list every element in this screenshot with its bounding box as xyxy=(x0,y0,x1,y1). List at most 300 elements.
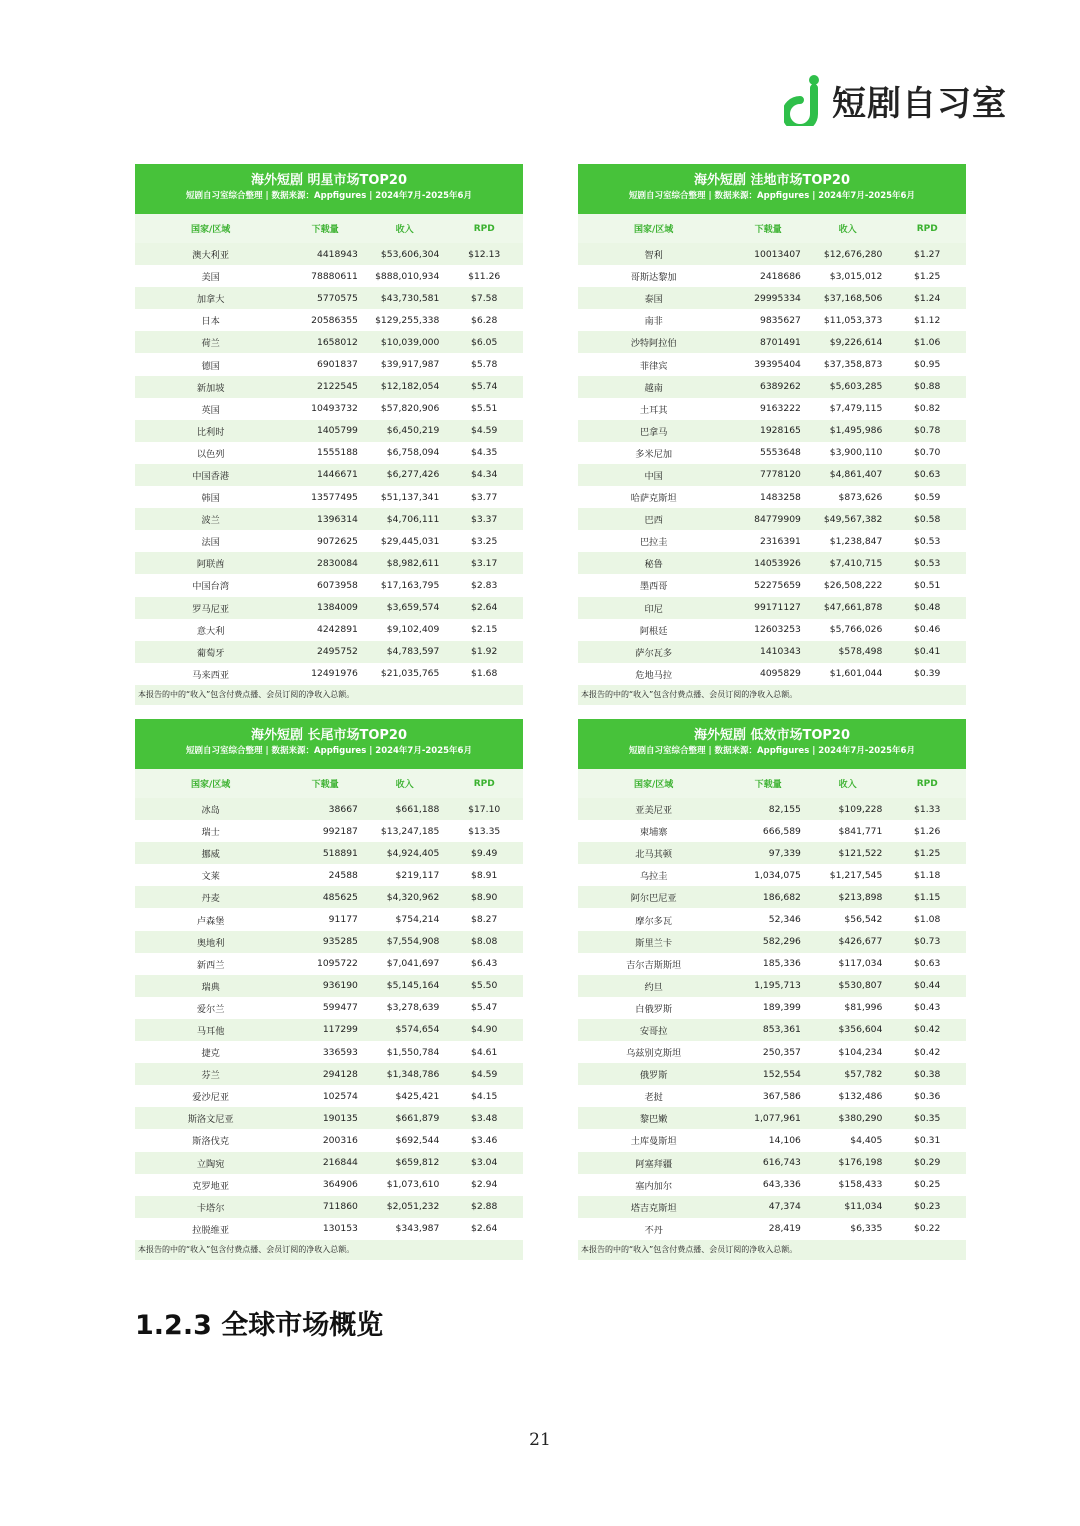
downloads-cell: 6073958 xyxy=(286,574,364,596)
table-header-row xyxy=(578,214,966,243)
downloads-cell: 52275659 xyxy=(729,574,807,596)
column-header: 收入 xyxy=(364,769,445,798)
downloads-cell: 12491976 xyxy=(286,663,364,685)
country-cell: 阿根廷 xyxy=(578,619,729,641)
table-row xyxy=(135,1218,523,1240)
table-header-row xyxy=(578,769,966,798)
revenue-cell: $57,782 xyxy=(807,1063,888,1085)
country-cell: 南非 xyxy=(578,309,729,331)
revenue-cell: $17,163,795 xyxy=(364,574,445,596)
rpd-cell: $0.35 xyxy=(888,1107,966,1129)
revenue-cell: $9,102,409 xyxy=(364,619,445,641)
table-row xyxy=(578,1152,966,1174)
country-cell: 阿塞拜疆 xyxy=(578,1152,729,1174)
revenue-cell: $21,035,765 xyxy=(364,663,445,685)
country-cell: 安哥拉 xyxy=(578,1019,729,1041)
revenue-cell: $158,433 xyxy=(807,1174,888,1196)
rpd-cell: $3.17 xyxy=(445,552,523,574)
country-cell: 意大利 xyxy=(135,619,286,641)
table-row xyxy=(578,331,966,353)
rpd-cell: $0.36 xyxy=(888,1085,966,1107)
table-row xyxy=(578,619,966,641)
country-cell: 法国 xyxy=(135,530,286,552)
country-cell: 新西兰 xyxy=(135,953,286,975)
revenue-cell: $661,879 xyxy=(364,1107,445,1129)
revenue-cell: $1,495,986 xyxy=(807,420,888,442)
downloads-cell: 936190 xyxy=(286,975,364,997)
table-row xyxy=(135,619,523,641)
country-cell: 柬埔寨 xyxy=(578,820,729,842)
downloads-cell: 2495752 xyxy=(286,641,364,663)
table-row xyxy=(135,798,523,820)
downloads-cell: 189,399 xyxy=(729,997,807,1019)
table-row xyxy=(578,663,966,685)
downloads-cell: 84779909 xyxy=(729,508,807,530)
table-footnote: 本报告的中的“收入”包含付费点播、会员订阅的净收入总额。 xyxy=(578,685,966,705)
rpd-cell: $3.77 xyxy=(445,486,523,508)
country-cell: 立陶宛 xyxy=(135,1152,286,1174)
country-cell: 克罗地亚 xyxy=(135,1174,286,1196)
rpd-cell: $0.58 xyxy=(888,508,966,530)
table-row xyxy=(135,864,523,886)
rpd-cell: $1.25 xyxy=(888,842,966,864)
table-row xyxy=(578,908,966,930)
table-row xyxy=(578,975,966,997)
downloads-cell: 1,077,961 xyxy=(729,1107,807,1129)
table-row xyxy=(578,530,966,552)
revenue-cell: $7,041,697 xyxy=(364,953,445,975)
downloads-cell: 200316 xyxy=(286,1129,364,1151)
table-row xyxy=(578,798,966,820)
rpd-cell: $0.70 xyxy=(888,442,966,464)
downloads-cell: 853,361 xyxy=(729,1019,807,1041)
table-row xyxy=(578,864,966,886)
downloads-cell: 185,336 xyxy=(729,953,807,975)
downloads-cell: 29995334 xyxy=(729,287,807,309)
country-cell: 斯里兰卡 xyxy=(578,931,729,953)
downloads-cell: 643,336 xyxy=(729,1174,807,1196)
rpd-cell: $0.63 xyxy=(888,953,966,975)
brand-logo xyxy=(784,74,1007,126)
country-cell: 巴拿马 xyxy=(578,420,729,442)
country-cell: 葡萄牙 xyxy=(135,641,286,663)
rpd-cell: $6.28 xyxy=(445,309,523,331)
rpd-cell: $0.78 xyxy=(888,420,966,442)
table-row xyxy=(578,1129,966,1151)
revenue-cell: $8,982,611 xyxy=(364,552,445,574)
table-row xyxy=(578,1041,966,1063)
downloads-cell: 130153 xyxy=(286,1218,364,1240)
rpd-cell: $4.34 xyxy=(445,464,523,486)
country-cell: 亚美尼亚 xyxy=(578,798,729,820)
rpd-cell: $7.58 xyxy=(445,287,523,309)
country-cell: 马来西亚 xyxy=(135,663,286,685)
country-cell: 卢森堡 xyxy=(135,908,286,930)
panel-title: 海外短剧 低效市场TOP20 xyxy=(693,728,851,743)
rpd-cell: $6.43 xyxy=(445,953,523,975)
revenue-cell: $3,015,012 xyxy=(807,265,888,287)
revenue-cell: $29,445,031 xyxy=(364,530,445,552)
country-cell: 德国 xyxy=(135,353,286,375)
revenue-cell: $53,606,304 xyxy=(364,243,445,265)
revenue-cell: $176,198 xyxy=(807,1152,888,1174)
downloads-cell: 1658012 xyxy=(286,331,364,353)
downloads-cell: 38667 xyxy=(286,798,364,820)
downloads-cell: 102574 xyxy=(286,1085,364,1107)
revenue-cell: $888,010,934 xyxy=(364,265,445,287)
rpd-cell: $3.37 xyxy=(445,508,523,530)
country-cell: 土耳其 xyxy=(578,398,729,420)
panel-header xyxy=(578,164,966,214)
rpd-cell: $1.27 xyxy=(888,243,966,265)
rpd-cell: $0.46 xyxy=(888,619,966,641)
country-cell: 中国 xyxy=(578,464,729,486)
rpd-cell: $1.15 xyxy=(888,886,966,908)
table-row xyxy=(578,597,966,619)
revenue-cell: $4,783,597 xyxy=(364,641,445,663)
downloads-cell: 5553648 xyxy=(729,442,807,464)
rpd-cell: $3.04 xyxy=(445,1152,523,1174)
downloads-cell: 78880611 xyxy=(286,265,364,287)
downloads-cell: 1410343 xyxy=(729,641,807,663)
rpd-cell: $4.59 xyxy=(445,420,523,442)
rpd-cell: $8.27 xyxy=(445,908,523,930)
downloads-cell: 616,743 xyxy=(729,1152,807,1174)
country-cell: 土库曼斯坦 xyxy=(578,1129,729,1151)
column-header: 收入 xyxy=(807,214,888,243)
downloads-cell: 14053926 xyxy=(729,552,807,574)
table-footnote: 本报告的中的“收入”包含付费点播、会员订阅的净收入总额。 xyxy=(135,685,523,705)
table-row xyxy=(578,641,966,663)
rpd-cell: $0.41 xyxy=(888,641,966,663)
rpd-cell: $0.38 xyxy=(888,1063,966,1085)
rpd-cell: $1.92 xyxy=(445,641,523,663)
rpd-cell: $2.94 xyxy=(445,1174,523,1196)
table-row xyxy=(578,1174,966,1196)
downloads-cell: 4095829 xyxy=(729,663,807,685)
table-row xyxy=(135,398,523,420)
downloads-cell: 4242891 xyxy=(286,619,364,641)
rpd-cell: $1.12 xyxy=(888,309,966,331)
revenue-cell: $213,898 xyxy=(807,886,888,908)
column-header: 下载量 xyxy=(729,769,807,798)
revenue-cell: $1,238,847 xyxy=(807,530,888,552)
country-cell: 危地马拉 xyxy=(578,663,729,685)
country-cell: 黎巴嫩 xyxy=(578,1107,729,1129)
revenue-cell: $1,217,545 xyxy=(807,864,888,886)
table-row xyxy=(135,376,523,398)
revenue-cell: $6,758,094 xyxy=(364,442,445,464)
revenue-cell: $659,812 xyxy=(364,1152,445,1174)
rpd-cell: $0.25 xyxy=(888,1174,966,1196)
revenue-cell: $12,182,054 xyxy=(364,376,445,398)
revenue-cell: $56,542 xyxy=(807,908,888,930)
revenue-cell: $37,168,506 xyxy=(807,287,888,309)
revenue-cell: $1,550,784 xyxy=(364,1041,445,1063)
country-cell: 沙特阿拉伯 xyxy=(578,331,729,353)
revenue-cell: $11,034 xyxy=(807,1196,888,1218)
revenue-cell: $129,255,338 xyxy=(364,309,445,331)
revenue-cell: $873,626 xyxy=(807,486,888,508)
revenue-cell: $6,277,426 xyxy=(364,464,445,486)
table-row xyxy=(578,508,966,530)
rpd-cell: $1.68 xyxy=(445,663,523,685)
section-heading: 1.2.3 全球市场概览 xyxy=(135,1310,384,1341)
rpd-cell: $0.22 xyxy=(888,1218,966,1240)
column-header: 收入 xyxy=(364,214,445,243)
country-cell: 捷克 xyxy=(135,1041,286,1063)
downloads-cell: 10493732 xyxy=(286,398,364,420)
downloads-cell: 6901837 xyxy=(286,353,364,375)
downloads-cell: 28,419 xyxy=(729,1218,807,1240)
revenue-cell: $10,039,000 xyxy=(364,331,445,353)
table-row xyxy=(578,1085,966,1107)
downloads-cell: 99171127 xyxy=(729,597,807,619)
downloads-cell: 1,034,075 xyxy=(729,864,807,886)
table-panel-longtail-markets xyxy=(135,719,523,1260)
revenue-cell: $49,567,382 xyxy=(807,508,888,530)
country-cell: 塞内加尔 xyxy=(578,1174,729,1196)
rpd-cell: $5.78 xyxy=(445,353,523,375)
column-header: RPD xyxy=(445,214,523,243)
revenue-cell: $4,924,405 xyxy=(364,842,445,864)
downloads-cell: 992187 xyxy=(286,820,364,842)
country-cell: 智利 xyxy=(578,243,729,265)
rpd-cell: $1.33 xyxy=(888,798,966,820)
rpd-cell: $6.05 xyxy=(445,331,523,353)
downloads-cell: 10013407 xyxy=(729,243,807,265)
revenue-cell: $7,410,715 xyxy=(807,552,888,574)
revenue-cell: $380,290 xyxy=(807,1107,888,1129)
rpd-cell: $1.18 xyxy=(888,864,966,886)
revenue-cell: $1,601,044 xyxy=(807,663,888,685)
country-cell: 哈萨克斯坦 xyxy=(578,486,729,508)
revenue-cell: $37,358,873 xyxy=(807,353,888,375)
downloads-cell: 364906 xyxy=(286,1174,364,1196)
country-cell: 芬兰 xyxy=(135,1063,286,1085)
rpd-cell: $0.42 xyxy=(888,1019,966,1041)
table-row xyxy=(135,1019,523,1041)
revenue-cell: $51,137,341 xyxy=(364,486,445,508)
rpd-cell: $0.51 xyxy=(888,574,966,596)
rpd-cell: $4.35 xyxy=(445,442,523,464)
downloads-cell: 336593 xyxy=(286,1041,364,1063)
table-row xyxy=(578,1019,966,1041)
column-header: 收入 xyxy=(807,769,888,798)
rpd-cell: $1.25 xyxy=(888,265,966,287)
table-row xyxy=(135,508,523,530)
revenue-cell: $356,604 xyxy=(807,1019,888,1041)
column-header: RPD xyxy=(888,214,966,243)
rpd-cell: $0.48 xyxy=(888,597,966,619)
rpd-cell: $0.88 xyxy=(888,376,966,398)
table-row xyxy=(135,530,523,552)
country-cell: 老挝 xyxy=(578,1085,729,1107)
rpd-cell: $0.53 xyxy=(888,552,966,574)
revenue-cell: $6,450,219 xyxy=(364,420,445,442)
rpd-cell: $0.29 xyxy=(888,1152,966,1174)
rpd-cell: $11.26 xyxy=(445,265,523,287)
revenue-cell: $2,051,232 xyxy=(364,1196,445,1218)
panel-title: 海外短剧 明星市场TOP20 xyxy=(250,173,408,188)
downloads-cell: 8701491 xyxy=(729,331,807,353)
downloads-cell: 1095722 xyxy=(286,953,364,975)
table-row xyxy=(135,597,523,619)
country-cell: 塔吉克斯坦 xyxy=(578,1196,729,1218)
country-cell: 瑞士 xyxy=(135,820,286,842)
table-row xyxy=(135,997,523,1019)
panel-title: 海外短剧 长尾市场TOP20 xyxy=(250,728,408,743)
table-row xyxy=(135,1063,523,1085)
table-row xyxy=(135,287,523,309)
column-header: RPD xyxy=(445,769,523,798)
table-row xyxy=(578,842,966,864)
country-cell: 中国香港 xyxy=(135,464,286,486)
country-cell: 美国 xyxy=(135,265,286,287)
country-cell: 乌拉圭 xyxy=(578,864,729,886)
table-row xyxy=(135,486,523,508)
country-cell: 哥斯达黎加 xyxy=(578,265,729,287)
rpd-cell: $5.50 xyxy=(445,975,523,997)
country-cell: 马耳他 xyxy=(135,1019,286,1041)
downloads-cell: 82,155 xyxy=(729,798,807,820)
panel-subtitle: 短剧自习室综合整理 | 数据来源：Appfigures | 2024年7月-2025年6月 xyxy=(186,191,472,201)
table-row xyxy=(135,886,523,908)
downloads-cell: 14,106 xyxy=(729,1129,807,1151)
downloads-cell: 91177 xyxy=(286,908,364,930)
rpd-cell: $0.43 xyxy=(888,997,966,1019)
panel-header xyxy=(135,164,523,214)
table-header-row xyxy=(135,769,523,798)
rpd-cell: $13.35 xyxy=(445,820,523,842)
table-row xyxy=(578,287,966,309)
rpd-cell: $2.15 xyxy=(445,619,523,641)
table-row xyxy=(578,1107,966,1129)
rpd-cell: $4.15 xyxy=(445,1085,523,1107)
rpd-cell: $2.88 xyxy=(445,1196,523,1218)
revenue-cell: $343,987 xyxy=(364,1218,445,1240)
table-row xyxy=(135,331,523,353)
table-row xyxy=(135,464,523,486)
downloads-cell: 186,682 xyxy=(729,886,807,908)
revenue-cell: $3,659,574 xyxy=(364,597,445,619)
table-row xyxy=(135,353,523,375)
table-row xyxy=(135,1085,523,1107)
revenue-cell: $7,479,115 xyxy=(807,398,888,420)
table-row xyxy=(578,953,966,975)
table-row xyxy=(578,420,966,442)
rpd-cell: $1.26 xyxy=(888,820,966,842)
country-cell: 卡塔尔 xyxy=(135,1196,286,1218)
rpd-cell: $0.39 xyxy=(888,663,966,685)
revenue-cell: $219,117 xyxy=(364,864,445,886)
logo-text: 短剧自习室 xyxy=(832,83,1007,124)
market-table xyxy=(135,769,523,1240)
downloads-cell: 294128 xyxy=(286,1063,364,1085)
revenue-cell: $426,677 xyxy=(807,931,888,953)
revenue-cell: $3,900,110 xyxy=(807,442,888,464)
column-header: 下载量 xyxy=(286,769,364,798)
country-cell: 斯洛文尼亚 xyxy=(135,1107,286,1129)
downloads-cell: 2122545 xyxy=(286,376,364,398)
revenue-cell: $1,348,786 xyxy=(364,1063,445,1085)
table-row xyxy=(578,464,966,486)
revenue-cell: $47,661,878 xyxy=(807,597,888,619)
country-cell: 日本 xyxy=(135,309,286,331)
country-cell: 吉尔吉斯斯坦 xyxy=(578,953,729,975)
rpd-cell: $12.13 xyxy=(445,243,523,265)
country-cell: 瑞典 xyxy=(135,975,286,997)
panel-header xyxy=(578,719,966,769)
table-row xyxy=(135,641,523,663)
panel-subtitle: 短剧自习室综合整理 | 数据来源：Appfigures | 2024年7月-2025年6月 xyxy=(629,191,915,201)
country-cell: 奥地利 xyxy=(135,931,286,953)
revenue-cell: $4,320,962 xyxy=(364,886,445,908)
rpd-cell: $4.59 xyxy=(445,1063,523,1085)
downloads-cell: 13577495 xyxy=(286,486,364,508)
revenue-cell: $841,771 xyxy=(807,820,888,842)
rpd-cell: $0.31 xyxy=(888,1129,966,1151)
rpd-cell: $0.44 xyxy=(888,975,966,997)
table-row xyxy=(578,997,966,1019)
table-row xyxy=(135,1174,523,1196)
country-cell: 以色列 xyxy=(135,442,286,464)
revenue-cell: $692,544 xyxy=(364,1129,445,1151)
revenue-cell: $117,034 xyxy=(807,953,888,975)
rpd-cell: $4.61 xyxy=(445,1041,523,1063)
rpd-cell: $8.90 xyxy=(445,886,523,908)
country-cell: 阿尔巴尼亚 xyxy=(578,886,729,908)
revenue-cell: $4,861,407 xyxy=(807,464,888,486)
rpd-cell: $8.08 xyxy=(445,931,523,953)
rpd-cell: $4.90 xyxy=(445,1019,523,1041)
country-cell: 爱尔兰 xyxy=(135,997,286,1019)
downloads-cell: 12603253 xyxy=(729,619,807,641)
downloads-cell: 711860 xyxy=(286,1196,364,1218)
downloads-cell: 2316391 xyxy=(729,530,807,552)
table-row xyxy=(578,398,966,420)
country-cell: 中国台湾 xyxy=(135,574,286,596)
rpd-cell: $8.91 xyxy=(445,864,523,886)
revenue-cell: $9,226,614 xyxy=(807,331,888,353)
column-header: RPD xyxy=(888,769,966,798)
rpd-cell: $0.23 xyxy=(888,1196,966,1218)
revenue-cell: $121,522 xyxy=(807,842,888,864)
rpd-cell: $0.82 xyxy=(888,398,966,420)
downloads-cell: 599477 xyxy=(286,997,364,1019)
revenue-cell: $43,730,581 xyxy=(364,287,445,309)
downloads-cell: 367,586 xyxy=(729,1085,807,1107)
table-row xyxy=(135,309,523,331)
country-cell: 约旦 xyxy=(578,975,729,997)
downloads-cell: 1483258 xyxy=(729,486,807,508)
country-cell: 乌兹别克斯坦 xyxy=(578,1041,729,1063)
rpd-cell: $0.73 xyxy=(888,931,966,953)
country-cell: 澳大利亚 xyxy=(135,243,286,265)
revenue-cell: $4,706,111 xyxy=(364,508,445,530)
revenue-cell: $7,554,908 xyxy=(364,931,445,953)
table-row xyxy=(578,552,966,574)
table-panel-lowland-markets xyxy=(578,164,966,705)
revenue-cell: $6,335 xyxy=(807,1218,888,1240)
revenue-cell: $39,917,987 xyxy=(364,353,445,375)
revenue-cell: $81,996 xyxy=(807,997,888,1019)
downloads-cell: 1446671 xyxy=(286,464,364,486)
downloads-cell: 1384009 xyxy=(286,597,364,619)
rpd-cell: $0.42 xyxy=(888,1041,966,1063)
country-cell: 丹麦 xyxy=(135,886,286,908)
downloads-cell: 5770575 xyxy=(286,287,364,309)
